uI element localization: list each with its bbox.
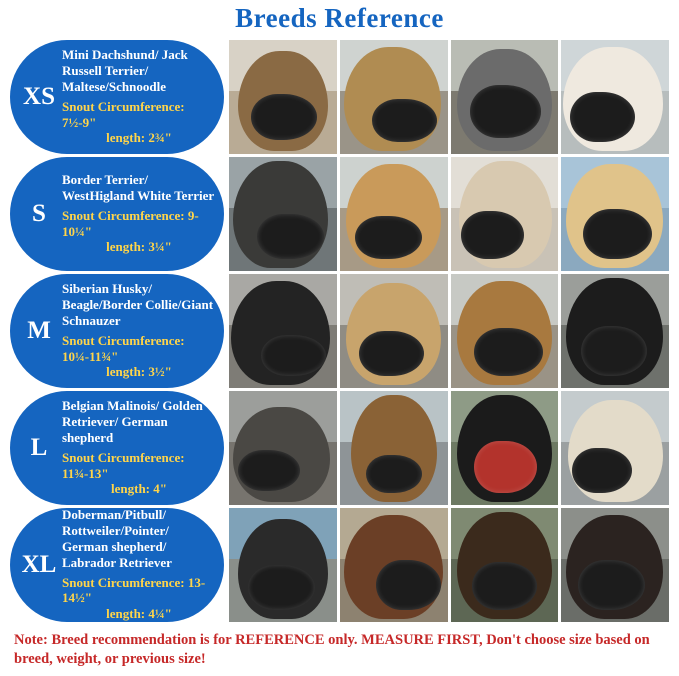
photo-xs-1 xyxy=(229,40,337,154)
photo-s-3 xyxy=(451,157,559,271)
size-details-l xyxy=(62,398,216,497)
snout-length-m: length: 3½" xyxy=(106,364,172,380)
size-row-xs xyxy=(10,40,669,154)
breed-list-xs: Mini Dachshund/ Jack Russell Terrier/ Maltese/Schnoodle xyxy=(62,47,188,94)
measurements-m xyxy=(62,333,216,381)
snout-circumference-l: Snout Circumference: 11¾-13" xyxy=(62,449,185,481)
size-info-l xyxy=(10,391,224,505)
photo-m-1 xyxy=(229,274,337,388)
reference-note: Note: Breed recommendation is for REFERENCE only. MEASURE FIRST, Don't choose size based on breed, weight, or previous size! xyxy=(14,631,650,667)
size-row-xl xyxy=(10,508,669,622)
snout-length-s: length: 3¼" xyxy=(106,239,172,255)
photo-strip-l xyxy=(229,391,669,505)
photo-s-1 xyxy=(229,157,337,271)
snout-circumference-s: Snout Circumference: 9-10¼" xyxy=(62,207,199,239)
photo-m-2 xyxy=(340,274,448,388)
photo-xl-1 xyxy=(229,508,337,622)
snout-circumference-m: Snout Circumference: 10¼-11¾" xyxy=(62,332,185,364)
size-details-xs xyxy=(62,47,216,146)
size-row-m xyxy=(10,274,669,388)
size-label-xs: XS xyxy=(23,83,55,111)
photo-xl-2 xyxy=(340,508,448,622)
size-label-xl: XL xyxy=(21,551,57,579)
size-details-m xyxy=(62,281,216,380)
snout-circumference-xl: Snout Circumference: 13-14½" xyxy=(62,574,206,606)
photo-l-4 xyxy=(561,391,669,505)
photo-xl-3 xyxy=(451,508,559,622)
photo-strip-m xyxy=(229,274,669,388)
snout-circumference-xs: Snout Circumference: 7½-9" xyxy=(62,98,185,130)
page-title: Breeds Reference xyxy=(235,3,444,33)
photo-l-3 xyxy=(451,391,559,505)
breed-list-l: Belgian Malinois/ Golden Retriever/ German shepherd xyxy=(62,398,203,445)
photo-xl-4 xyxy=(561,508,669,622)
photo-m-3 xyxy=(451,274,559,388)
size-row-s xyxy=(10,157,669,271)
photo-xs-4 xyxy=(561,40,669,154)
size-info-xs xyxy=(10,40,224,154)
snout-length-xl: length: 4¼" xyxy=(106,606,172,622)
photo-s-2 xyxy=(340,157,448,271)
measurements-xs xyxy=(62,99,216,147)
photo-strip-s xyxy=(229,157,669,271)
size-label-s: S xyxy=(32,200,46,228)
photo-l-2 xyxy=(340,391,448,505)
size-label-m: M xyxy=(27,317,51,345)
size-label-l: L xyxy=(30,434,48,462)
breed-list-xl: Doberman/Pitbull/ Rottweiler/Pointer/ German shepherd/ Labrador Retriever xyxy=(62,507,172,570)
snout-length-xs: length: 2¾" xyxy=(106,130,172,146)
measurements-l xyxy=(62,450,216,498)
measurements-s xyxy=(62,208,216,256)
size-row-l xyxy=(10,391,669,505)
photo-strip-xl xyxy=(229,508,669,622)
snout-length-l: length: 4" xyxy=(111,481,167,497)
breed-list-m: Siberian Husky/ Beagle/Border Collie/Giant Schnauzer xyxy=(62,281,214,328)
photo-strip-xs xyxy=(229,40,669,154)
size-details-xl xyxy=(62,508,216,622)
size-info-s xyxy=(10,157,224,271)
size-info-m xyxy=(10,274,224,388)
size-info-xl xyxy=(10,508,224,622)
measurements-xl xyxy=(62,575,216,622)
photo-l-1 xyxy=(229,391,337,505)
size-details-s xyxy=(62,172,216,255)
photo-m-4 xyxy=(561,274,669,388)
photo-xs-3 xyxy=(451,40,559,154)
photo-s-4 xyxy=(561,157,669,271)
breed-list-s: Border Terrier/ WestHigland White Terrier xyxy=(62,172,215,203)
photo-xs-2 xyxy=(340,40,448,154)
